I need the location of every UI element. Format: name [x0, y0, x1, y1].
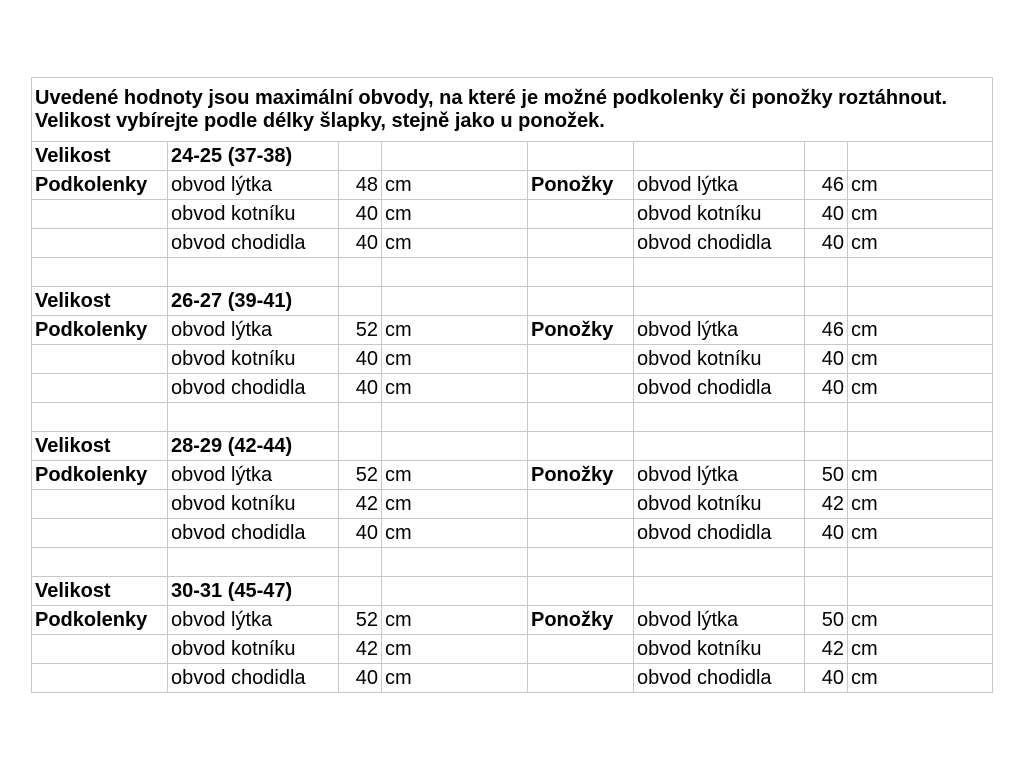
empty-cell: [339, 548, 382, 577]
sock-label: Ponožky: [528, 171, 634, 200]
empty-cell: [382, 548, 528, 577]
unit-label: cm: [382, 229, 528, 258]
knee-sock-label: Podkolenky: [32, 606, 168, 635]
empty-cell: [528, 229, 634, 258]
empty-cell: [634, 577, 805, 606]
metric-label: obvod chodidla: [634, 519, 805, 548]
table-row: [32, 374, 993, 403]
unit-label: cm: [382, 635, 528, 664]
metric-label: obvod kotníku: [168, 490, 339, 519]
empty-cell: [382, 287, 528, 316]
metric-label: obvod lýtka: [634, 461, 805, 490]
empty-cell: [32, 229, 168, 258]
unit-label: cm: [848, 461, 993, 490]
metric-label: obvod chodidla: [168, 664, 339, 693]
metric-label: obvod chodidla: [634, 229, 805, 258]
metric-label: obvod kotníku: [634, 200, 805, 229]
empty-cell: [848, 287, 993, 316]
unit-label: cm: [848, 200, 993, 229]
empty-cell: [32, 345, 168, 374]
unit-label: cm: [382, 316, 528, 345]
table-row: [32, 345, 993, 374]
metric-label: obvod chodidla: [168, 229, 339, 258]
empty-cell: [382, 432, 528, 461]
metric-label: obvod lýtka: [634, 171, 805, 200]
note-row: [32, 78, 993, 142]
empty-cell: [848, 258, 993, 287]
empty-cell: [339, 258, 382, 287]
knee-value: 48: [339, 171, 382, 200]
empty-cell: [634, 258, 805, 287]
spacer-row: [32, 258, 993, 287]
size-header-row: [32, 577, 993, 606]
unit-label: cm: [848, 519, 993, 548]
size-value: 30-31 (45-47): [168, 577, 339, 606]
metric-label: obvod kotníku: [634, 490, 805, 519]
empty-cell: [805, 432, 848, 461]
size-label: Velikost: [32, 287, 168, 316]
empty-cell: [168, 403, 339, 432]
spacer-row: [32, 403, 993, 432]
empty-cell: [528, 200, 634, 229]
unit-label: cm: [848, 664, 993, 693]
empty-cell: [634, 287, 805, 316]
metric-label: obvod chodidla: [168, 519, 339, 548]
empty-cell: [528, 519, 634, 548]
empty-cell: [32, 403, 168, 432]
empty-cell: [528, 374, 634, 403]
table-row: [32, 229, 993, 258]
size-value: 28-29 (42-44): [168, 432, 339, 461]
size-label: Velikost: [32, 142, 168, 171]
empty-cell: [32, 664, 168, 693]
unit-label: cm: [848, 345, 993, 374]
table-row: [32, 664, 993, 693]
knee-value: 40: [339, 374, 382, 403]
empty-cell: [805, 287, 848, 316]
size-value: 24-25 (37-38): [168, 142, 339, 171]
metric-label: obvod kotníku: [634, 635, 805, 664]
empty-cell: [382, 258, 528, 287]
knee-value: 40: [339, 200, 382, 229]
metric-label: obvod chodidla: [634, 664, 805, 693]
sock-value: 46: [805, 316, 848, 345]
knee-value: 40: [339, 664, 382, 693]
metric-label: obvod lýtka: [168, 171, 339, 200]
empty-cell: [528, 577, 634, 606]
unit-label: cm: [848, 316, 993, 345]
empty-cell: [528, 635, 634, 664]
empty-cell: [848, 432, 993, 461]
sock-value: 40: [805, 519, 848, 548]
empty-cell: [805, 403, 848, 432]
empty-cell: [168, 258, 339, 287]
table-row: [32, 200, 993, 229]
knee-value: 40: [339, 519, 382, 548]
table-body: [32, 78, 993, 693]
knee-sock-label: Podkolenky: [32, 171, 168, 200]
empty-cell: [634, 403, 805, 432]
unit-label: cm: [382, 519, 528, 548]
metric-label: obvod kotníku: [168, 345, 339, 374]
metric-label: obvod lýtka: [634, 316, 805, 345]
empty-cell: [32, 548, 168, 577]
unit-label: cm: [382, 490, 528, 519]
table-row: [32, 519, 993, 548]
empty-cell: [32, 374, 168, 403]
unit-label: cm: [848, 635, 993, 664]
table-row: [32, 171, 993, 200]
table-row: [32, 606, 993, 635]
empty-cell: [805, 548, 848, 577]
sock-value: 40: [805, 200, 848, 229]
sock-value: 42: [805, 635, 848, 664]
knee-sock-label: Podkolenky: [32, 461, 168, 490]
sock-value: 40: [805, 664, 848, 693]
knee-value: 52: [339, 316, 382, 345]
metric-label: obvod kotníku: [168, 200, 339, 229]
empty-cell: [339, 432, 382, 461]
empty-cell: [528, 142, 634, 171]
sock-value: 46: [805, 171, 848, 200]
knee-value: 52: [339, 461, 382, 490]
table-row: [32, 490, 993, 519]
unit-label: cm: [382, 461, 528, 490]
empty-cell: [848, 548, 993, 577]
unit-label: cm: [848, 229, 993, 258]
unit-label: cm: [382, 606, 528, 635]
size-header-row: [32, 432, 993, 461]
knee-value: 42: [339, 635, 382, 664]
empty-cell: [168, 548, 339, 577]
empty-cell: [634, 548, 805, 577]
knee-value: 40: [339, 345, 382, 374]
size-header-row: [32, 142, 993, 171]
size-header-row: [32, 287, 993, 316]
sock-value: 40: [805, 229, 848, 258]
table-row: [32, 635, 993, 664]
metric-label: obvod lýtka: [168, 606, 339, 635]
empty-cell: [382, 577, 528, 606]
empty-cell: [528, 432, 634, 461]
empty-cell: [528, 664, 634, 693]
empty-cell: [634, 142, 805, 171]
sock-value: 40: [805, 345, 848, 374]
unit-label: cm: [382, 200, 528, 229]
empty-cell: [848, 577, 993, 606]
metric-label: obvod chodidla: [634, 374, 805, 403]
empty-cell: [339, 577, 382, 606]
empty-cell: [32, 635, 168, 664]
sock-label: Ponožky: [528, 606, 634, 635]
spacer-row: [32, 548, 993, 577]
empty-cell: [805, 258, 848, 287]
sock-value: 50: [805, 461, 848, 490]
empty-cell: [32, 490, 168, 519]
knee-value: 40: [339, 229, 382, 258]
empty-cell: [848, 403, 993, 432]
size-label: Velikost: [32, 577, 168, 606]
empty-cell: [528, 548, 634, 577]
sock-value: 42: [805, 490, 848, 519]
empty-cell: [634, 432, 805, 461]
sock-label: Ponožky: [528, 461, 634, 490]
empty-cell: [339, 287, 382, 316]
knee-sock-label: Podkolenky: [32, 316, 168, 345]
sock-label: Ponožky: [528, 316, 634, 345]
empty-cell: [339, 403, 382, 432]
table-row: [32, 461, 993, 490]
empty-cell: [32, 519, 168, 548]
sock-value: 50: [805, 606, 848, 635]
empty-cell: [528, 345, 634, 374]
note-text: Uvedené hodnoty jsou maximální obvody, na které je možné podkolenky či ponožky roztáhnout. Velikost vybírejte podle délky šlapky, stejně jako u ponožek.: [32, 78, 993, 142]
unit-label: cm: [848, 490, 993, 519]
unit-label: cm: [848, 606, 993, 635]
size-table: [31, 77, 993, 693]
empty-cell: [32, 200, 168, 229]
metric-label: obvod lýtka: [634, 606, 805, 635]
unit-label: cm: [382, 171, 528, 200]
unit-label: cm: [382, 664, 528, 693]
empty-cell: [382, 142, 528, 171]
metric-label: obvod kotníku: [634, 345, 805, 374]
empty-cell: [805, 142, 848, 171]
unit-label: cm: [848, 374, 993, 403]
size-value: 26-27 (39-41): [168, 287, 339, 316]
empty-cell: [528, 403, 634, 432]
empty-cell: [32, 258, 168, 287]
knee-value: 42: [339, 490, 382, 519]
metric-label: obvod lýtka: [168, 461, 339, 490]
knee-value: 52: [339, 606, 382, 635]
empty-cell: [528, 490, 634, 519]
empty-cell: [339, 142, 382, 171]
empty-cell: [805, 577, 848, 606]
empty-cell: [848, 142, 993, 171]
metric-label: obvod lýtka: [168, 316, 339, 345]
table-row: [32, 316, 993, 345]
empty-cell: [382, 403, 528, 432]
unit-label: cm: [382, 345, 528, 374]
empty-cell: [528, 287, 634, 316]
unit-label: cm: [382, 374, 528, 403]
size-label: Velikost: [32, 432, 168, 461]
metric-label: obvod chodidla: [168, 374, 339, 403]
sock-value: 40: [805, 374, 848, 403]
unit-label: cm: [848, 171, 993, 200]
empty-cell: [528, 258, 634, 287]
metric-label: obvod kotníku: [168, 635, 339, 664]
